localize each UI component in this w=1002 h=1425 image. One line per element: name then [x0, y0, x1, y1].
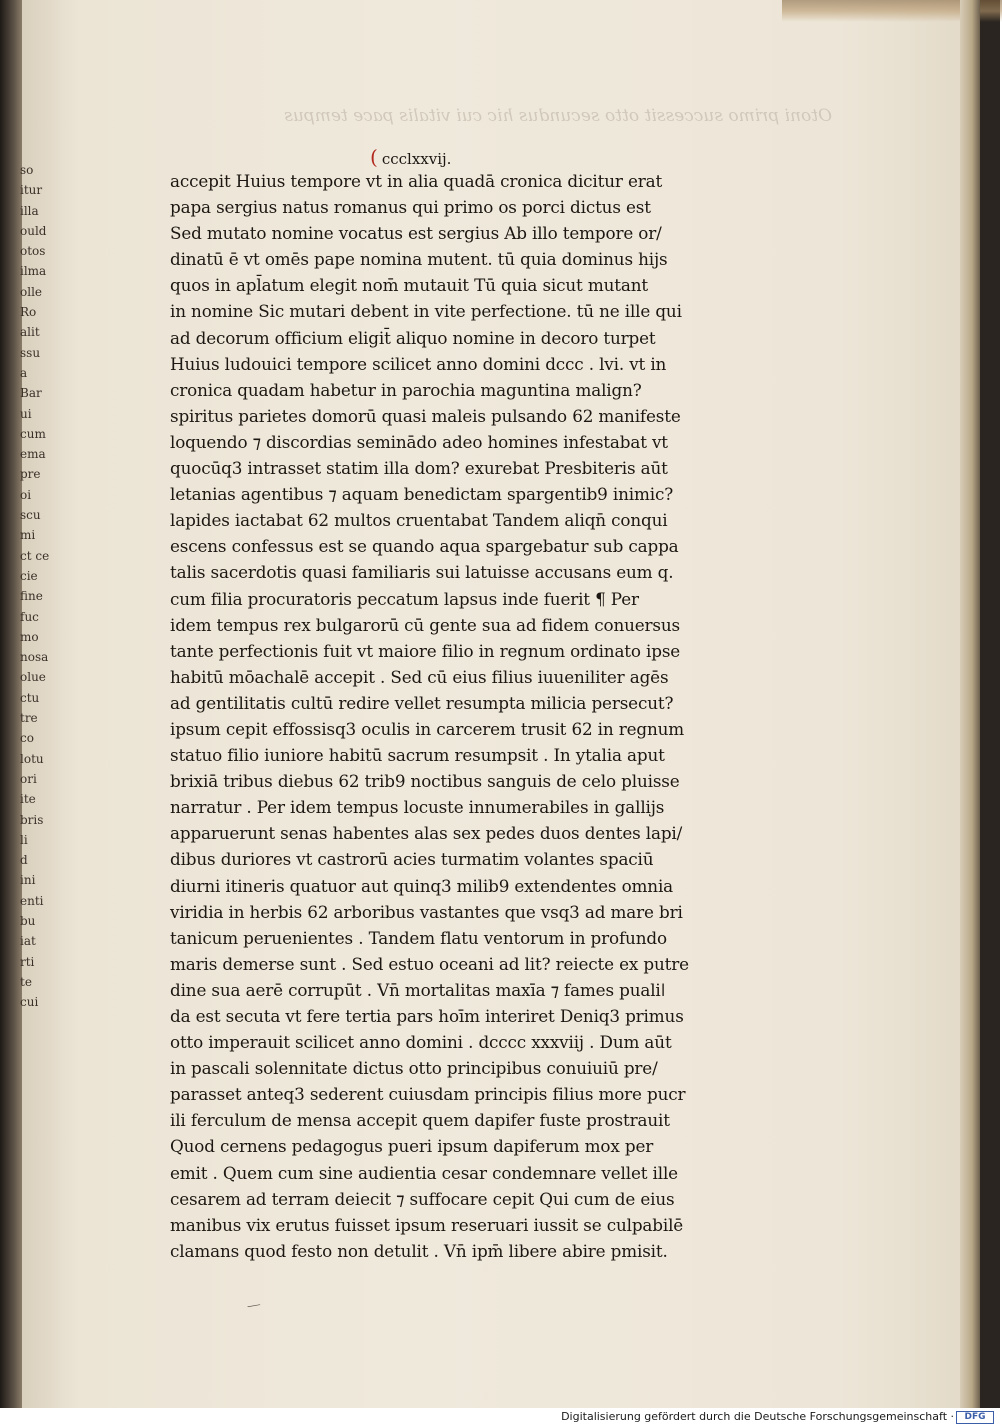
- text-line: tanicum peruenientes . Tandem flatu ventorum in profundo: [170, 927, 667, 948]
- facing-page-fragment: ite: [20, 792, 36, 807]
- facing-page-fragment: tre: [20, 711, 38, 726]
- text-line: otto imperauit scilicet anno domini . dcccc xxxviij . Dum aūt: [170, 1032, 672, 1053]
- facing-page-fragment: ema: [20, 447, 46, 462]
- facing-page-fragment: pre: [20, 467, 41, 482]
- text-line: viridia in herbis 62 arboribus vastantes que vsq3 ad mare bri: [170, 901, 683, 922]
- text-line: Sed mutato nomine vocatus est sergius Ab illo tempore or/: [170, 223, 662, 244]
- facing-page-fragment: ould: [20, 223, 47, 238]
- folio-label: ccclxxvij.: [381, 150, 452, 168]
- text-line: dinatū ē vt omēs pape nomina mutent. tū quia dominus hijs: [170, 249, 668, 270]
- text-line: Huius ludouici tempore scilicet anno domini dccc . lvi. vt in: [170, 353, 667, 374]
- show-through-text: Otoni primo successit otto secundus hic cui vitalis pace tempus: [284, 106, 832, 126]
- text-line: cesarem ad terram deiecit ⁊ suffocare cepit Qui cum de eius: [170, 1188, 675, 1209]
- text-line: dine sua aerē corrupūt . Vn̄ mortalitas maxīa ⁊ fames pualiǀ: [170, 979, 666, 1000]
- text-line: escens confessus est se quando aqua spargebatur sub cappa: [170, 536, 679, 557]
- dfg-logo: DFG: [956, 1411, 994, 1424]
- text-line: Quod cernens pedagogus pueri ipsum dapiferum mox per: [170, 1136, 654, 1157]
- facing-page-fragment: d: [20, 853, 28, 868]
- text-line: cronica quadam habetur in parochia maguntina malign?: [170, 379, 642, 400]
- facing-page-fragment: mo: [20, 629, 39, 644]
- facing-page-fragment: illa: [20, 203, 39, 218]
- text-line: ad decorum officium eligit̄ aliquo nomine in decoro turpet: [170, 327, 656, 348]
- funding-credit: Digitalisierung gefördert durch die Deutsche Forschungsgemeinschaft ·: [561, 1410, 954, 1423]
- facing-page-fragment: ori: [20, 771, 37, 786]
- facing-page-fragment: olle: [20, 284, 43, 299]
- text-line: idem tempus rex bulgarorū cū gente sua ad fidem conuersus: [170, 614, 680, 635]
- facing-page-fragment: so: [20, 163, 34, 177]
- facing-page-margin: [20, 160, 50, 1200]
- text-line: manibus vix erutus fuisset ipsum reseruari iussit se culpabilē: [170, 1214, 684, 1235]
- facing-page-fragment: Ro: [20, 305, 37, 320]
- facing-page-fragment: otos: [20, 244, 46, 259]
- text-line: emit . Quem cum sine audientia cesar condemnare vellet ille: [170, 1162, 678, 1183]
- text-line: cum filia procuratoris peccatum lapsus inde fuerit ¶ Per: [170, 588, 639, 609]
- text-line: lapides iactabat 62 multos cruentabat Tandem aliqn̄ conqui: [170, 510, 668, 531]
- facing-page-fragment: bu: [20, 913, 36, 928]
- text-line: quos in apl̄atum elegit nom̄ mutauit Tū quia sicut mutant: [170, 275, 648, 296]
- text-line: maris demerse sunt . Sed estuo oceani ad lit? reiecte ex putre: [170, 953, 689, 974]
- facing-page-fragment: itur: [20, 183, 43, 198]
- page-edge: [960, 0, 980, 1408]
- facing-page-fragment: a: [20, 365, 28, 380]
- text-line: in pascali solennitate dictus otto principibus conuiuiū pre/: [170, 1058, 658, 1079]
- rubric-paragraph-mark: (: [370, 145, 378, 169]
- facing-page-fragment: ctu: [20, 690, 40, 705]
- folio-number: [170, 146, 715, 168]
- text-line: quocūq3 intrasset statim illa dom? exurebat Presbiteris aūt: [170, 458, 668, 479]
- facing-page-fragment: scu: [20, 508, 41, 523]
- text-column: [170, 146, 715, 1264]
- text-line: diurni itineris quatuor aut quinq3 milib9 extendentes omnia: [170, 875, 674, 896]
- text-line: ad gentilitatis cultū redire vellet resumpta milicia persecut?: [170, 692, 674, 713]
- facing-page-fragment: olue: [20, 670, 46, 685]
- facing-page-fragment: ini: [20, 873, 36, 888]
- paper-fiber-mark: ⟋: [244, 1297, 262, 1316]
- facing-page-fragment: cie: [20, 568, 38, 583]
- text-line: papa sergius natus romanus qui primo os porci dictus est: [170, 197, 651, 218]
- facing-page-fragment: bris: [20, 812, 44, 827]
- facing-page-fragment: cum: [20, 426, 46, 441]
- text-line: in nomine Sic mutari debent in vite perfectione. tū ne ille qui: [170, 301, 682, 322]
- facing-page-fragment: alit: [20, 325, 40, 340]
- facing-page-fragment: co: [20, 731, 34, 746]
- text-line: brixiā tribus diebus 62 trib9 noctibus sanguis de celo pluisse: [170, 771, 680, 792]
- book-page: [22, 0, 980, 1408]
- binding-edge: [0, 0, 22, 1408]
- text-line: da est secuta vt fere tertia pars hoīm interiret Deniq3 primus: [170, 1006, 684, 1026]
- facing-page-fragment: li: [20, 832, 28, 847]
- text-line: apparuerunt senas habentes alas sex pedes duos dentes lapi/: [170, 823, 683, 844]
- text-line: parasset anteq3 sederent cuiusdam principis filius more pucr: [170, 1084, 686, 1105]
- facing-page-fragment: ct ce: [20, 548, 50, 563]
- text-line: ipsum cepit effossisq3 oculis in carcerem trusit 62 in regnum: [170, 718, 685, 739]
- text-line: narratur . Per idem tempus locuste innumerabiles in gallijs: [170, 797, 665, 818]
- text-line: ili ferculum de mensa accepit quem dapifer fuste prostrauit: [170, 1110, 670, 1131]
- text-line: loquendo ⁊ discordias seminādo adeo homines infestabat vt: [170, 431, 668, 452]
- text-line: letanias agentibus ⁊ aquam benedictam spargentib9 inimic?: [170, 484, 674, 505]
- text-line: talis sacerdotis quasi familiaris sui latuisse accusans eum q.: [170, 562, 674, 583]
- facing-page-fragment: rti: [20, 954, 35, 969]
- text-line: tante perfectionis fuit vt maiore filio in regnum ordinato ipse: [170, 640, 681, 661]
- facing-page-fragment: oi: [20, 487, 32, 502]
- facing-page-fragment: fine: [20, 589, 43, 604]
- text-line: dibus duriores vt castrorū acies turmatim volantes spaciū: [170, 849, 654, 870]
- facing-page-fragment: ssu: [20, 345, 41, 360]
- facing-page-fragment: ilma: [20, 264, 47, 279]
- footer-bar: [0, 1408, 1000, 1425]
- facing-page-fragment: nosa: [20, 650, 49, 665]
- facing-page-fragment: mi: [20, 528, 36, 543]
- text-line: habitū mōachalē accepit . Sed cū eius filius iuueniliter agēs: [170, 666, 669, 687]
- text-line: statuo filio iuniore habitū sacrum resumpsit . In ytalia aput: [170, 745, 665, 766]
- facing-page-fragment: iat: [20, 934, 36, 949]
- text-line: spiritus parietes domorū quasi maleis pulsando 62 manifeste: [170, 405, 681, 426]
- facing-page-fragment: ui: [20, 406, 32, 421]
- facing-page-fragment: lotu: [20, 751, 44, 766]
- facing-page-fragment: te: [20, 974, 32, 989]
- text-line: accepit Huius tempore vt in alia quadā cronica dicitur erat: [170, 171, 663, 191]
- text-line: clamans quod festo non detulit . Vn̄ ipm̄ libere abire pmisit.: [170, 1240, 668, 1261]
- text-lines: [170, 168, 715, 1264]
- facing-page-fragment: cui: [20, 995, 39, 1010]
- facing-page-fragment: fuc: [20, 609, 39, 624]
- facing-page-fragment: Bar: [20, 386, 42, 401]
- facing-page-fragment: enti: [20, 893, 44, 908]
